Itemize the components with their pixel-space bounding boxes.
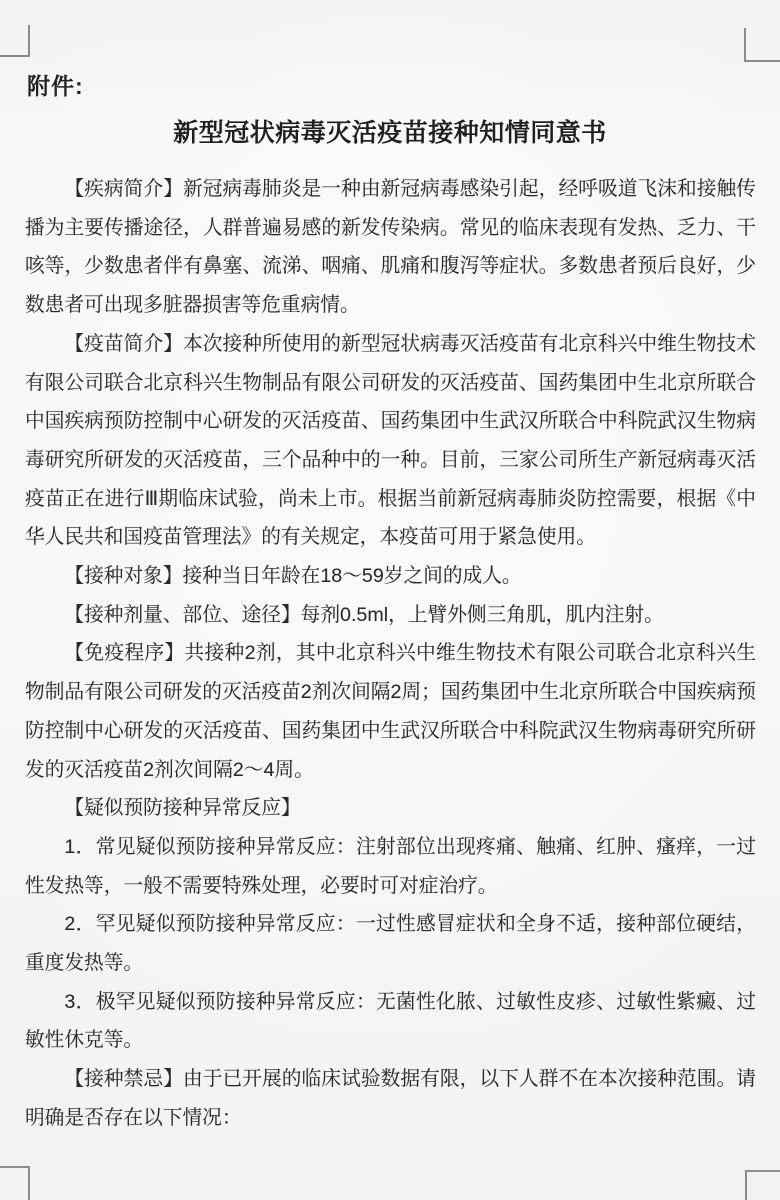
corner-crop-mark-top-right [744,28,780,62]
paragraph-dose-site-route: 【接种剂量、部位、途径】每剂0.5ml，上臂外侧三角肌，肌内注射。 [64,603,664,626]
paragraph-immunization-schedule: 【免疫程序】共接种2剂，其中北京科兴中维生物技术有限公司联合北京科兴生物制品有限公司研发的灭活疫苗2剂次间隔2周；国药集团中生北京所联合中国疾病预防控制中心研发的灭活疫苗、国药集团中生武汉所联合中科院武汉生物病毒研究所研发的灭活疫苗2剂次间隔2～4周。 [25,642,756,781]
paragraph-contraindications: 【接种禁忌】由于已开展的临床试验数据有限，以下人群不在本次接种范围。请明确是否存在以下情况： [25,1068,756,1129]
paragraph-adverse-reaction-common: 1．常见疑似预防接种异常反应：注射部位出现疼痛、触痛、红肿、瘙痒，一过性发热等，一般不需要特殊处理，必要时可对症治疗。 [25,835,756,897]
corner-crop-mark-top-left [0,25,30,57]
paragraph-vaccine-intro: 【疫苗简介】本次接种所使用的新型冠状病毒灭活疫苗有北京科兴中维生物技术有限公司联合北京科兴生物制品有限公司研发的灭活疫苗、国药集团中生北京所联合中国疾病预防控制中心研发的灭活疫苗、国药集团中生武汉所联合中科院武汉生物病毒研究所研发的灭活疫苗，三个品种中的一种。目前，三家公司所生产新冠病毒灭活疫苗正在进行Ⅲ期临床试验，尚未上市。根据当前新冠病毒肺炎防控需要，根据《中华人民共和国疫苗管理法》的有关规定，本疫苗可用于紧急使用。 [25,332,756,549]
paragraph-target-population: 【接种对象】接种当日年龄在18～59岁之间的成人。 [64,565,522,588]
paragraph-adverse-reactions-heading: 【疑似预防接种异常反应】 [64,797,301,820]
document-body [25,170,756,1138]
corner-crop-mark-bottom-left [0,1166,30,1200]
paragraph-adverse-reaction-rare: 2．罕见疑似预防接种异常反应：一过性感冒症状和全身不适，接种部位硬结，重度发热等。 [25,913,756,975]
corner-crop-mark-bottom-right [745,1170,780,1200]
document-title: 新型冠状病毒灭活疫苗接种知情同意书 [173,119,607,147]
attachment-label: 附件: [27,73,84,99]
paragraph-disease-intro: 【疾病简介】新冠病毒肺炎是一种由新冠病毒感染引起，经呼吸道飞沫和接触传播为主要传播途径，人群普遍易感的新发传染病。常见的临床表现有发热、乏力、干咳等，少数患者伴有鼻塞、流涕、咽痛、肌痛和腹泻等症状。多数患者预后良好，少数患者可出现多脏器损害等危重病情。 [25,178,756,317]
paragraph-adverse-reaction-very-rare: 3．极罕见疑似预防接种异常反应：无菌性化脓、过敏性皮疹、过敏性紫癜、过敏性休克等。 [25,990,756,1052]
